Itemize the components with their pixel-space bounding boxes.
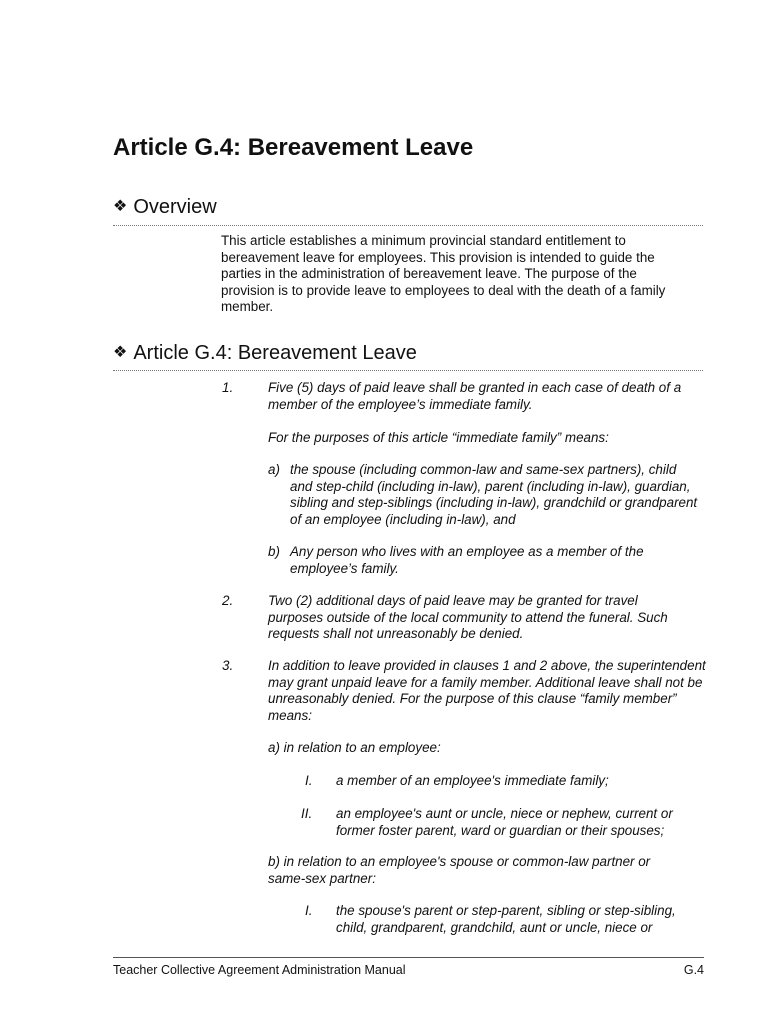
clause-1-item-a-text: the spouse (including common-law and same-sex partners), child and step-child (including in-law), parent (including in-law), guardian, sibling and step-siblings (including in-law), grandchild or grandparent of an employee (including in-law), and xyxy=(290,462,698,527)
overview-paragraph: This article establishes a minimum provincial standard entitlement to bereavement leave for employees. This provision is intended to guide the parties in the administration of bereavement leave. The purpose of the provision is to provide leave to employees to deal with the death of a family member. xyxy=(221,233,666,314)
footer-page-label: G.4 xyxy=(683,963,704,977)
clause-1-number: 1. xyxy=(222,380,234,395)
overview-heading xyxy=(113,196,217,219)
clause-3-sub-a-i-text: a member of an employee's immediate family; xyxy=(336,773,609,788)
clause-1-item-a-label: a) xyxy=(268,462,280,477)
clause-3-sub-a-ii-label: II. xyxy=(301,806,313,821)
clause-3-sub-a-i-label: I. xyxy=(305,773,313,788)
clause-2-number: 2. xyxy=(222,593,234,608)
article-heading xyxy=(113,342,417,365)
diamond-bullet-icon: ❖ xyxy=(113,198,128,215)
overview-heading-text: Overview xyxy=(133,196,217,218)
clause-3-sub-a-ii-text: an employee's aunt or uncle, niece or nephew, current or former foster parent, ward or guardian or their spouses; xyxy=(336,806,673,838)
diamond-bullet-icon: ❖ xyxy=(113,344,128,361)
clause-3-sub-a: a) in relation to an employee: xyxy=(268,740,441,755)
clause-3-sub-b-i-text: the spouse's parent or step-parent, sibling or step-sibling, child, grandparent, grandchild, aunt or uncle, niece or xyxy=(336,903,676,935)
overview-divider xyxy=(113,225,703,226)
clause-3-sub-b-i-label: I. xyxy=(305,903,313,918)
clause-3-text: In addition to leave provided in clauses 1 and 2 above, the superintendent may grant unpaid leave for a family member. Additional leave shall not be unreasonably denied. For the purpose of this clause “family member” means: xyxy=(268,658,706,723)
footer-divider xyxy=(113,957,704,958)
footer-manual-title: Teacher Collective Agreement Administration Manual xyxy=(113,963,406,977)
clause-3-number: 3. xyxy=(222,658,234,673)
clause-1-item-b-text: Any person who lives with an employee as a member of the employee’s family. xyxy=(290,544,644,576)
clause-1-definition-intro: For the purposes of this article “immediate family” means: xyxy=(268,430,609,445)
clause-2-text: Two (2) additional days of paid leave may be granted for travel purposes outside of the local community to attend the funeral. Such requests shall not unreasonably be denied. xyxy=(268,593,668,641)
clause-3-sub-b: b) in relation to an employee's spouse or common-law partner or same-sex partner: xyxy=(268,854,651,886)
page-title: Article G.4: Bereavement Leave xyxy=(113,134,474,161)
article-divider xyxy=(113,370,703,371)
clause-1-item-b-label: b) xyxy=(268,544,280,559)
article-heading-text: Article G.4: Bereavement Leave xyxy=(133,342,417,364)
clause-1-text: Five (5) days of paid leave shall be granted in each case of death of a member of the employee’s immediate family. xyxy=(268,380,682,412)
